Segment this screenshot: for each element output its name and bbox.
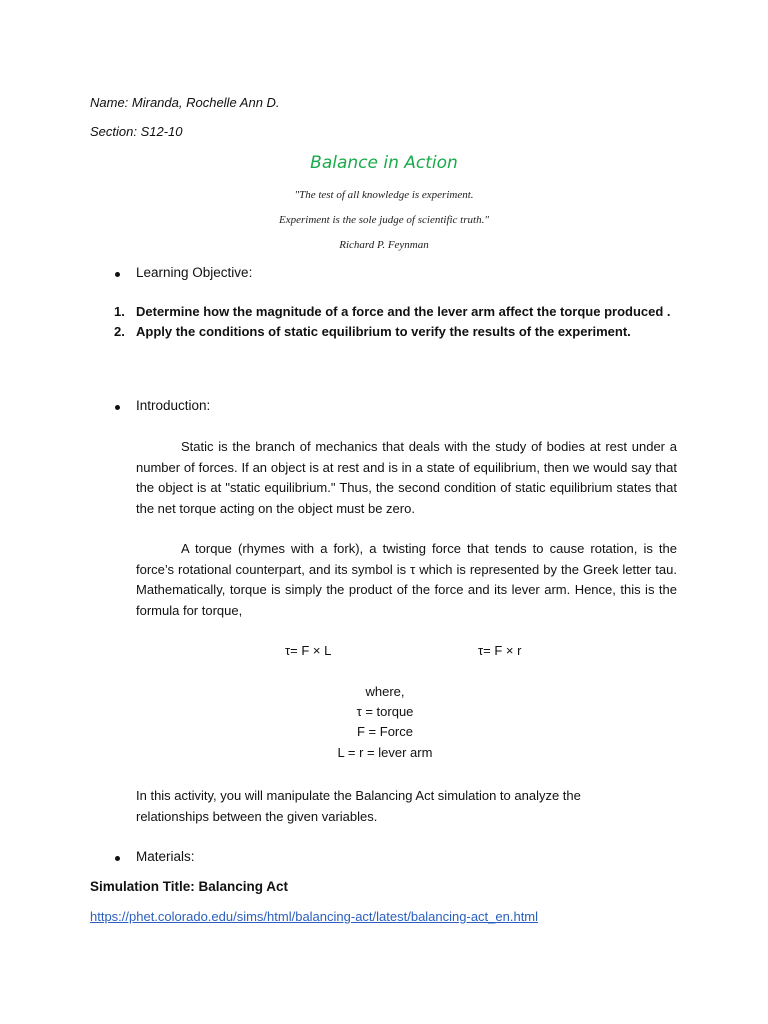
objective-text: Determine how the magnitude of a force and the lever arm affect the torque produced .: [136, 304, 671, 319]
intro-paragraph-2-text: A torque (rhymes with a fork), a twisting force that tends to cause rotation, is the force’s rotational counterpart, and its symbol is τ which is represented by the Greek letter tau. Mathematically, torque is simply the product of the force and its lever arm. Hence, this is the formula for torque,: [136, 541, 677, 618]
where-force: F = Force: [357, 724, 413, 739]
objective-number: 1.: [114, 304, 125, 319]
intro-paragraph-2: [136, 539, 677, 621]
quote-line-2: Experiment is the sole judge of scientific truth.": [279, 214, 489, 226]
student-section: Section: S12-10: [90, 124, 183, 139]
intro-paragraph-3: In this activity, you will manipulate the Balancing Act simulation to analyze the relationships between the given variables.: [136, 788, 581, 824]
intro-paragraph-1-text: Static is the branch of mechanics that deals with the study of bodies at rest under a number of forces. If an object is at rest and is in a state of equilibrium, then we would say that the object is at "static equilibrium." Thus, the second condition of static equilibrium states that the net torque acting on the object must be zero.: [136, 439, 677, 516]
objective-text: Apply the conditions of static equilibrium to verify the results of the experiment.: [136, 324, 631, 339]
document-title: Balance in Action: [310, 153, 458, 173]
torque-formula-1: τ= F × L: [285, 643, 332, 658]
objective-item-2: [114, 324, 631, 339]
where-label: where,: [365, 684, 405, 699]
where-lever-arm: L = r = lever arm: [337, 745, 433, 760]
simulation-title: Simulation Title: Balancing Act: [90, 879, 289, 894]
materials-heading: Materials:: [136, 849, 195, 864]
where-torque: τ = torque: [356, 704, 414, 719]
bullet-icon: [115, 272, 120, 277]
learning-objective-heading: Learning Objective:: [136, 265, 253, 280]
objective-item-1: [114, 304, 671, 319]
bullet-icon: [115, 405, 120, 410]
quote-line-1: "The test of all knowledge is experiment.: [294, 189, 474, 201]
torque-formula-2: τ= F × r: [478, 643, 522, 658]
intro-paragraph-1: [136, 437, 677, 519]
objective-number: 2.: [114, 324, 125, 339]
simulation-link[interactable]: https://phet.colorado.edu/sims/html/balancing-act/latest/balancing-act_en.html: [90, 909, 539, 924]
student-name: Name: Miranda, Rochelle Ann D.: [90, 95, 280, 110]
quote-author: Richard P. Feynman: [339, 239, 429, 251]
introduction-heading: Introduction:: [136, 398, 211, 413]
bullet-icon: [115, 856, 120, 861]
